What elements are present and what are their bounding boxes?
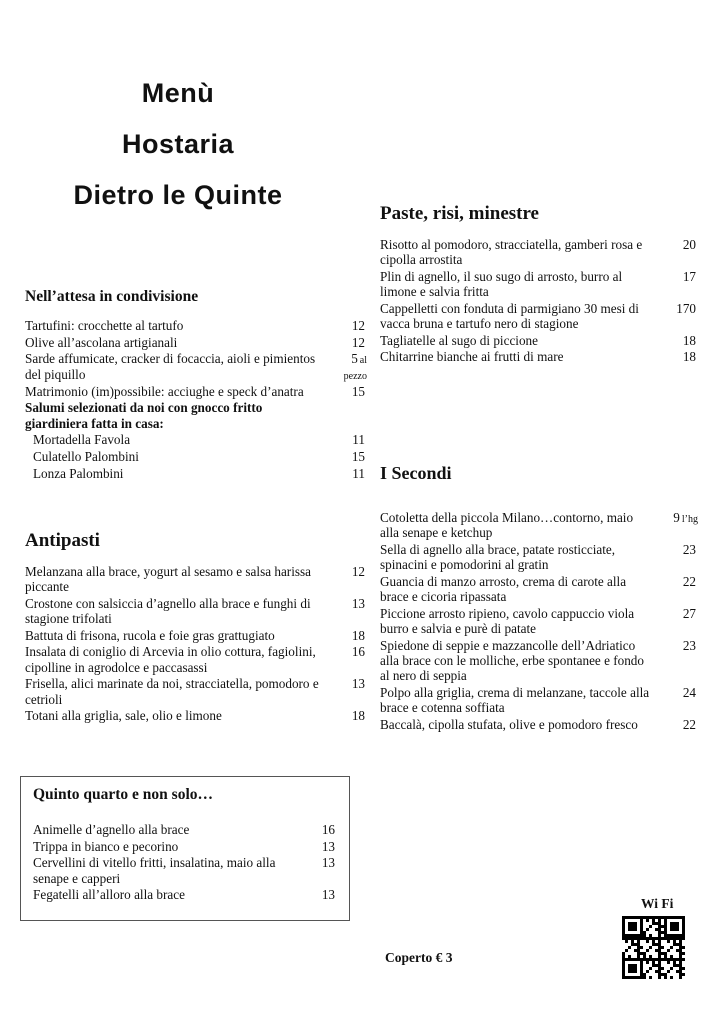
item-price [331, 596, 367, 627]
menu-item-row [25, 676, 367, 707]
item-price [331, 708, 367, 724]
item-name: Matrimonio (im)possibile: acciughe e speck d’anatra [25, 383, 304, 399]
item-price-value: 23 [682, 541, 696, 557]
item-price [331, 449, 367, 465]
title-line-1: Menù [141, 78, 215, 108]
item-name: Lonza Palombini [33, 465, 124, 481]
item-name: Culatello Palombini [33, 449, 139, 464]
menu-item-row [25, 628, 367, 644]
item-name: Battuta di frisona, rucola e foie gras grattugiato [25, 627, 275, 643]
section-heading-condivisione: Nell’attesa in condivisione [25, 288, 199, 305]
section-heading-antipasti: Antipasti [25, 530, 100, 551]
item-price [331, 318, 367, 334]
item-price [662, 606, 698, 637]
menu-item-row [25, 351, 367, 382]
item-price [301, 887, 337, 903]
item-name: Insalata di coniglio di Arcevia in olio cottura, fagiolini, cipolline in agrodolce e paccasassi [25, 644, 316, 675]
coperto-label: Coperto € 3 [385, 950, 453, 965]
item-name: Cappelletti con fonduta di parmigiano 30 mesi di vacca bruna e tartufo nero di stagione [380, 300, 639, 332]
menu-item-row [25, 644, 367, 675]
item-price-value: 12 [351, 564, 365, 579]
item-price-value: 15 [351, 383, 365, 399]
item-price [662, 269, 698, 300]
item-price [662, 237, 698, 268]
item-name: Piccione arrosto ripieno, cavolo cappuccio viola burro e salvia e purè di patate [380, 605, 635, 637]
item-price [662, 349, 698, 365]
item-price [662, 333, 698, 349]
item-price-value: 22 [682, 573, 696, 589]
menu-item-row [380, 349, 698, 365]
item-price-value: 11 [352, 432, 365, 448]
item-price-value: 16 [351, 644, 365, 660]
item-price-value: 16 [321, 822, 335, 837]
item-price-value: 5 [351, 351, 358, 367]
item-price-value: 12 [351, 318, 365, 333]
item-price [301, 822, 337, 838]
item-name: Mortadella Favola [33, 432, 131, 448]
item-price [662, 717, 698, 733]
item-price [331, 564, 367, 595]
item-price [331, 384, 367, 400]
menu-item-list-antipasti [25, 564, 367, 724]
section-heading-paste: Paste, risi, minestre [380, 203, 539, 224]
title-line-3: Dietro le Quinte [73, 180, 283, 210]
item-price [331, 400, 367, 431]
item-name: Cervellini di vitello fritti, insalatina, maio alla senape e capperi [33, 855, 276, 886]
item-name: Totani alla griglia, sale, olio e limone [25, 708, 222, 724]
menu-item-row [380, 717, 698, 733]
item-price [662, 542, 698, 573]
item-name: Trippa in bianco e pecorino [33, 838, 179, 854]
title-line-2: Hostaria [121, 129, 235, 159]
item-name: Guancia di manzo arrosto, crema di carote alla brace e cicoria ripassata [380, 573, 627, 605]
item-name: Tartufini: crocchette al tartufo [25, 318, 184, 333]
menu-item-row [25, 432, 367, 448]
item-name: Crostone con salsiccia d’agnello alla brace e funghi di stagione trifolati [25, 595, 311, 627]
qr-code [622, 916, 685, 979]
menu-item-row [33, 839, 337, 855]
item-name: Plin di agnello, il suo sugo di arrosto, burro al limone e salvia fritta [380, 268, 623, 300]
menu-item-row [33, 822, 337, 838]
menu-item-row [25, 708, 367, 724]
item-price-value: 13 [321, 838, 335, 854]
menu-item-list-secondi [380, 510, 698, 732]
item-price-note: l’hg [681, 514, 698, 525]
menu-item-row [380, 542, 698, 573]
item-name: Baccalà, cipolla stufata, olive e pomodoro fresco [380, 716, 638, 732]
item-price [331, 432, 367, 448]
item-price-value: 20 [682, 237, 696, 252]
item-price-note: al pezzo [343, 355, 367, 383]
item-price [662, 301, 698, 332]
menu-item-row [380, 606, 698, 637]
item-price [301, 839, 337, 855]
menu-item-row [25, 400, 367, 431]
item-price-value: 27 [682, 605, 696, 621]
item-price-value: 17 [682, 268, 696, 284]
menu-item-row [380, 638, 698, 684]
item-price-value: 18 [351, 708, 365, 724]
item-name: Fegatelli all’alloro alla brace [33, 887, 185, 903]
item-name: Spiedone di seppie e mazzancolle dell’Adriatico alla brace con le molliche, erbe spontanee e fondo al nero di seppia [380, 637, 644, 684]
menu-item-row [25, 318, 367, 334]
section-heading-secondi: I Secondi [380, 463, 452, 483]
menu-item-list-paste [380, 237, 698, 365]
item-price-value: 13 [321, 855, 335, 871]
menu-item-row [380, 301, 698, 332]
section-quinto-quarto [20, 776, 350, 921]
item-price-value: 18 [682, 349, 696, 365]
menu-item-row [380, 269, 698, 300]
section-antipasti [25, 530, 367, 725]
section-paste [380, 203, 698, 366]
item-price-value: 13 [351, 595, 365, 611]
item-price-value: 13 [321, 887, 335, 903]
item-price [662, 574, 698, 605]
item-name: Sarde affumicate, cracker di focaccia, aioli e pimientos del piquillo [25, 351, 316, 382]
item-price [301, 855, 337, 886]
menu-item-row [25, 466, 367, 482]
item-name: Olive all’ascolana artigianali [25, 334, 178, 350]
item-price-value: 22 [682, 716, 696, 732]
item-name: Salumi selezionati da noi con gnocco fritto giardiniera fatta in casa: [25, 400, 263, 431]
menu-item-row [380, 333, 698, 349]
item-price-value: 13 [351, 676, 365, 692]
section-condivisione [25, 288, 367, 482]
menu-item-row [380, 510, 698, 541]
item-price [331, 644, 367, 675]
menu-item-row [25, 335, 367, 351]
wifi-label: Wi Fi [641, 896, 674, 911]
restaurant-title [28, 68, 328, 221]
item-price [662, 638, 698, 684]
menu-item-row [380, 574, 698, 605]
item-price [331, 628, 367, 644]
item-price [331, 466, 367, 482]
menu-item-row [33, 855, 337, 886]
menu-item-row [25, 384, 367, 400]
menu-item-list-quinto-quarto [33, 822, 337, 903]
item-name: Sella di agnello alla brace, patate rosticciate, spinacini e pomodorini al gratin [380, 541, 616, 573]
item-price [662, 685, 698, 716]
item-name: Animelle d’agnello alla brace [33, 822, 190, 837]
item-price [662, 510, 698, 541]
menu-item-row [380, 685, 698, 716]
section-heading-quinto-quarto: Quinto quarto e non solo… [33, 786, 214, 803]
menu-item-row [33, 887, 337, 903]
item-name: Melanzana alla brace, yogurt al sesamo e salsa harissa piccante [25, 564, 311, 595]
item-price-value: 18 [682, 332, 696, 348]
item-name: Tagliatelle al sugo di piccione [380, 332, 539, 348]
menu-item-row [25, 449, 367, 465]
section-secondi [380, 463, 698, 733]
item-price-value: 23 [682, 637, 696, 653]
item-price [331, 351, 367, 382]
item-price [331, 335, 367, 351]
menu-item-row [25, 596, 367, 627]
item-name: Frisella, alici marinate da noi, stracciatella, pomodoro e cetrioli [25, 676, 319, 707]
item-price [331, 676, 367, 707]
item-price-value: 24 [682, 684, 696, 700]
item-name: Risotto al pomodoro, stracciatella, gamberi rosa e cipolla arrostita [380, 237, 643, 268]
item-price-value: 12 [351, 334, 365, 350]
item-name: Chitarrine bianche ai frutti di mare [380, 349, 564, 365]
item-price-value: 15 [351, 449, 365, 464]
item-name: Cotoletta della piccola Milano…contorno, maio alla senape e ketchup [380, 510, 634, 541]
item-price-value: 11 [352, 465, 365, 481]
item-price-value: 170 [676, 300, 696, 316]
menu-item-list-condivisione [25, 318, 367, 481]
menu-item-row [25, 564, 367, 595]
item-price-value: 9 [673, 510, 680, 525]
item-name: Polpo alla griglia, crema di melanzane, taccole alla brace e cotenna soffiata [380, 684, 650, 716]
menu-item-row [380, 237, 698, 268]
item-price-value: 18 [351, 627, 365, 643]
